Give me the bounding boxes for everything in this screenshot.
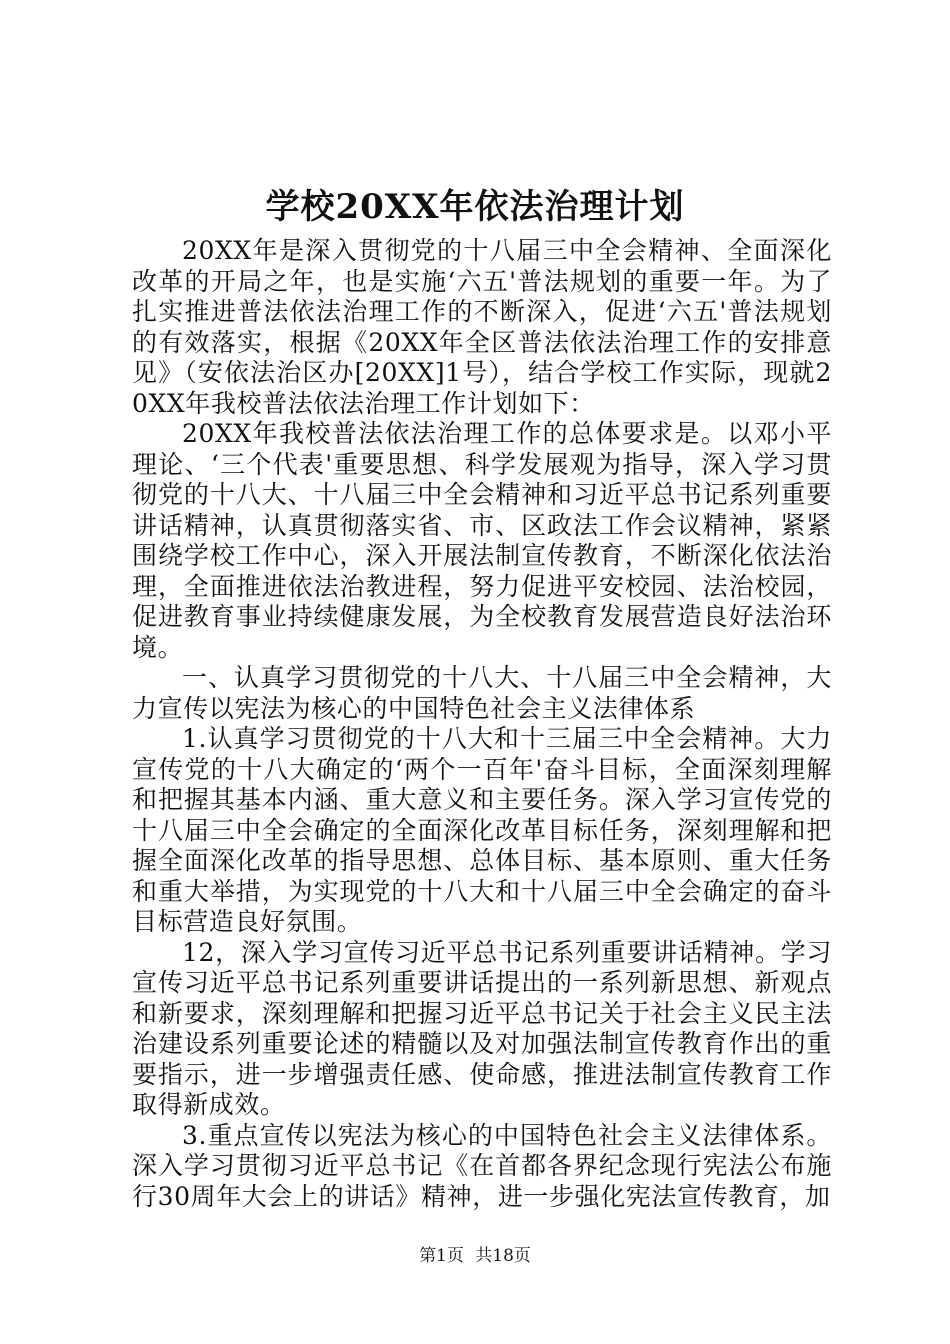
section-heading-1: 一、认真学习贯彻党的十八大、十八届三中全会精神，大力宣传以宪法为核心的中国特色社会主义法律体系 bbox=[132, 663, 832, 723]
paragraph-item-2: 12，深入学习宣传习近平总书记系列重要讲话精神。学习宣传习近平总书记系列重要讲话提出的一系列新思想、新观点和新要求，深刻理解和把握习近平总书记关于社会主义民主法治建设系列重要论述的精髓以及对加强法制宣传教育作出的重要指示，进一步增强责任感、使命感，推进法制宣传教育工作取得新成效。 bbox=[132, 937, 832, 1119]
page-total: 共18页 bbox=[475, 1246, 531, 1266]
document-title: 学校20XX年依法治理计划 bbox=[265, 187, 685, 227]
page-number: 第1页 bbox=[419, 1246, 464, 1266]
paragraph-item-3: 3.重点宣传以宪法为核心的中国特色社会主义法律体系。深入学习贯彻习近平总书记《在首都各界纪念现行宪法公布施行30周年大会上的讲话》精神，进一步强化宪法宣传教育，加 bbox=[132, 1120, 832, 1211]
page-footer bbox=[0, 1244, 950, 1268]
document-body bbox=[132, 236, 832, 1212]
paragraph-intro: 20XX年是深入贯彻党的十八届三中全会精神、全面深化改革的开局之年，也是实施‘六五'普法规划的重要一年。为了扎实推进普法依法治理工作的不断深入，促进‘六五'普法规划的有效落实，根据《20XX年全区普法依法治理工作的安排意见》（安依法治区办[20XX]1号），结合学校工作实际，现就20XX年我校普法依法治理工作计划如下： bbox=[132, 236, 832, 418]
paragraph-item-1: 1.认真学习贯彻党的十八大和十三届三中全会精神。大力宣传党的十八大确定的‘两个一百年'奋斗目标，全面深刻理解和把握其基本内涵、重大意义和主要任务。深入学习宣传党的十八届三中全会确定的全面深化改革目标任务，深刻理解和把握全面深化改革的指导思想、总体目标、基本原则、重大任务和重大举措，为实现党的十八大和十八届三中全会确定的奋斗目标营造良好氛围。 bbox=[132, 724, 832, 936]
paragraph-general-requirements: 20XX年我校普法依法治理工作的总体要求是。以邓小平理论、‘三个代表'重要思想、科学发展观为指导，深入学习贯彻党的十八大、十八届三中全会精神和习近平总书记系列重要讲话精神，认真贯彻落实省、市、区政法工作会议精神，紧紧围绕学校工作中心，深入开展法制宣传教育，不断深化依法治理，全面推进依法治教进程，努力促进平安校园、法治校园，促进教育事业持续健康发展，为全校教育发展营造良好法治环境。 bbox=[132, 419, 832, 662]
